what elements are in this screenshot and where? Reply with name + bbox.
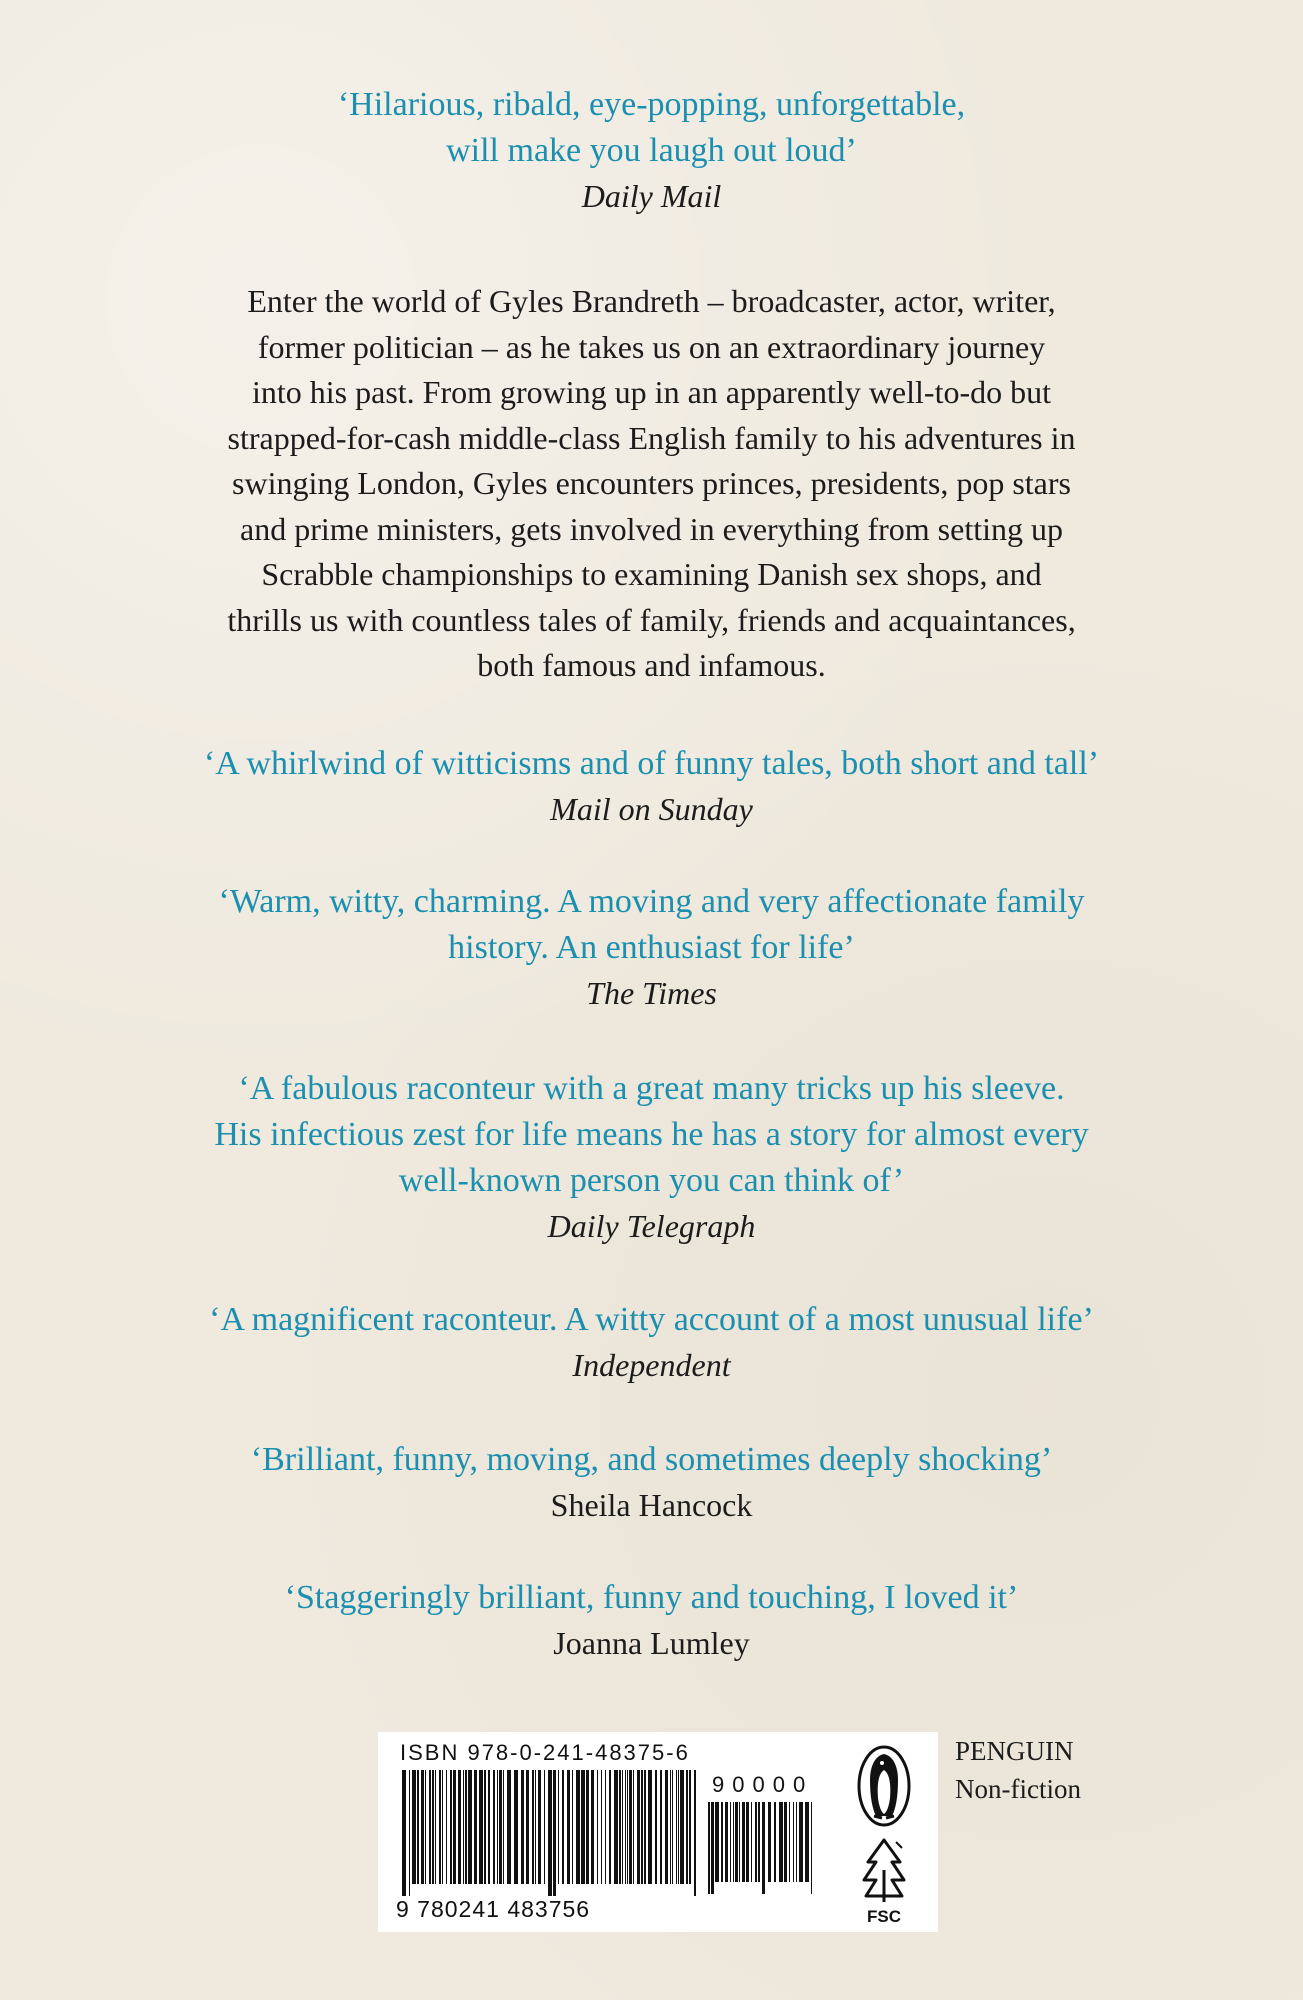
barcode-bar: [597, 1770, 598, 1884]
quote-joanna-lumley: [0, 1575, 1303, 1665]
barcode-bar: [562, 1770, 564, 1884]
book-blurb: [0, 279, 1303, 689]
barcode-bar: [493, 1770, 495, 1884]
quote-independent: [0, 1297, 1303, 1387]
barcode-bar: [503, 1770, 504, 1884]
barcode-bar: [450, 1770, 452, 1884]
quote-source: Daily Telegraph: [547, 1208, 756, 1244]
barcode-bar: [479, 1770, 483, 1884]
barcode-bar: [432, 1770, 434, 1884]
blurb-line: swinging London, Gyles encounters princes, presidents, pop stars: [232, 465, 1071, 501]
quote-text-line: His infectious zest for life means he has a story for almost every: [214, 1116, 1089, 1153]
barcode-bar: [497, 1770, 498, 1884]
barcode-bar: [514, 1770, 518, 1884]
quote-source: Mail on Sunday: [550, 791, 753, 827]
blurb-line: former politician – as he takes us on an extraordinary journey: [257, 328, 1046, 365]
barcode-bar: [641, 1770, 643, 1884]
book-category: Non-fiction: [955, 1774, 1081, 1804]
barcode-bar: [742, 1802, 745, 1882]
barcode-bar: [680, 1770, 684, 1884]
blurb-line: into his past. From growing up in an apparently well-to-do but: [252, 374, 1051, 410]
barcode-bar: [676, 1770, 677, 1884]
barcode-bar: [746, 1802, 749, 1882]
quote-daily-mail: [0, 82, 1303, 218]
barcode-bar: [811, 1802, 812, 1894]
quote-text-line: ‘A whirlwind of witticisms and of funny tales, both short and tall’: [203, 745, 1100, 782]
barcode-bar: [715, 1802, 719, 1882]
barcode-bar: [553, 1770, 556, 1896]
fsc-label: FSC: [867, 1907, 901, 1926]
barcode-bar: [686, 1770, 688, 1884]
barcode-bar: [567, 1770, 570, 1884]
barcode-bar: [629, 1770, 632, 1884]
barcode-bar: [762, 1802, 765, 1894]
quote-text-line: ‘Warm, witty, charming. A moving and very affectionate family: [218, 883, 1085, 920]
barcode-bar: [544, 1770, 545, 1884]
barcode-bar: [796, 1802, 797, 1882]
barcode-digits: 9 780241 483756: [396, 1896, 591, 1922]
barcode-bar: [711, 1802, 714, 1894]
barcode-bar: [725, 1802, 728, 1882]
barcode-bar: [751, 1802, 752, 1882]
barcode-bar: [609, 1770, 611, 1884]
barcode-bar: [622, 1770, 623, 1884]
quote-sheila-hancock: [0, 1437, 1303, 1527]
quote-text-line: ‘Hilarious, ribald, eye-popping, unforgettable,: [337, 86, 966, 123]
barcode-bar: [468, 1770, 472, 1884]
quote-text-line: ‘Brilliant, funny, moving, and sometimes deeply shocking’: [250, 1441, 1053, 1478]
barcode-bar: [655, 1770, 657, 1884]
penguin-logo-icon: [856, 1744, 912, 1828]
barcode-bar: [619, 1770, 621, 1884]
barcode-bar: [586, 1770, 589, 1884]
barcode-bar: [429, 1770, 431, 1884]
quote-source: Sheila Hancock: [550, 1487, 753, 1523]
quote-mail-on-sunday: [0, 741, 1303, 831]
barcode-bar: [526, 1770, 529, 1884]
quote-the-times: [0, 879, 1303, 1015]
barcode-bar: [572, 1770, 573, 1884]
barcode-bar: [484, 1770, 486, 1884]
barcode-bar: [409, 1770, 410, 1896]
barcode-bar: [799, 1802, 803, 1882]
barcode-bar: [421, 1770, 424, 1884]
fsc-logo-icon: [856, 1836, 912, 1928]
barcode-bar: [581, 1770, 585, 1884]
barcode-bar: [425, 1770, 426, 1884]
barcode-bar: [660, 1770, 662, 1884]
barcode-bar: [633, 1770, 634, 1884]
price-barcode: [708, 1802, 818, 1922]
barcode-bar: [538, 1770, 541, 1884]
publisher-imprint: [955, 1732, 1081, 1808]
isbn-barcode: [402, 1770, 702, 1896]
blurb-line: Enter the world of Gyles Brandreth – broadcaster, actor, writer,: [247, 283, 1056, 319]
quote-text-line: ‘A magnificent raconteur. A witty account of a most unusual life’: [209, 1301, 1094, 1338]
quote-text-line: ‘Staggeringly brilliant, funny and touching, I loved it’: [284, 1579, 1019, 1616]
barcode-bar: [670, 1770, 671, 1884]
barcode-bar: [755, 1802, 757, 1882]
barcode-bar: [625, 1770, 626, 1884]
blurb-line: and prime ministers, gets involved in everything from setting up: [240, 510, 1063, 547]
barcode-bar: [474, 1770, 477, 1884]
barcode-bar: [601, 1770, 602, 1884]
barcode-bar: [439, 1770, 441, 1884]
barcode-bar: [499, 1770, 502, 1884]
barcode-bar: [730, 1802, 731, 1882]
barcode-bar: [805, 1802, 809, 1882]
quote-daily-telegraph: [0, 1066, 1303, 1248]
blurb-line: strapped-for-cash middle-class English family to his adventures in: [227, 419, 1076, 456]
barcode-bar: [458, 1770, 461, 1884]
barcode-bar: [672, 1770, 673, 1884]
quote-text-line: ‘A fabulous raconteur with a great many tricks up his sleeve.: [238, 1070, 1065, 1107]
barcode-bar: [689, 1770, 691, 1884]
quote-text-line: history. An enthusiast for life’: [448, 929, 855, 966]
blurb-line: both famous and infamous.: [477, 647, 826, 683]
barcode-bar: [733, 1802, 734, 1882]
barcode-bar: [768, 1802, 771, 1882]
barcode-bar: [648, 1770, 652, 1884]
publisher-name: PENGUIN: [955, 1736, 1074, 1766]
barcode-bar: [721, 1802, 723, 1882]
barcode-bar: [442, 1770, 443, 1884]
barcode-bar: [779, 1802, 783, 1882]
barcode-bar: [558, 1770, 559, 1884]
barcode-bar: [576, 1770, 580, 1884]
barcode-bar: [627, 1770, 628, 1884]
quote-source: The Times: [586, 975, 717, 1011]
barcode-bar: [644, 1770, 646, 1884]
barcode-bar: [637, 1770, 640, 1884]
barcode-bar: [708, 1802, 710, 1894]
barcode-bar: [507, 1770, 511, 1884]
barcode-bar: [591, 1770, 594, 1884]
barcode-bar: [465, 1770, 467, 1884]
barcode-bar: [694, 1770, 696, 1896]
barcode-bar: [774, 1802, 776, 1882]
barcode-bar: [412, 1770, 416, 1884]
barcode-bar: [463, 1770, 464, 1884]
barcode-bar: [532, 1770, 534, 1884]
barcode-bar: [535, 1770, 536, 1884]
barcode-bar: [793, 1802, 794, 1882]
quote-source: Joanna Lumley: [553, 1625, 750, 1661]
quote-text-line: will make you laugh out loud’: [446, 132, 857, 169]
barcode-bar: [758, 1802, 760, 1882]
barcode-bar: [665, 1770, 668, 1884]
barcode-bar: [789, 1802, 790, 1882]
barcode-bar: [521, 1770, 524, 1884]
barcode-bar: [784, 1802, 787, 1882]
quote-source: Daily Mail: [581, 178, 722, 214]
quote-text-line: well-known person you can think of’: [398, 1162, 905, 1199]
blurb-line: Scrabble championships to examining Danish sex shops, and: [261, 556, 1042, 592]
barcode-bar: [402, 1770, 406, 1896]
quote-source: Independent: [572, 1347, 731, 1383]
barcode-bar: [453, 1770, 456, 1884]
barcode-panel: [378, 1732, 938, 1932]
barcode-bar: [548, 1770, 552, 1896]
blurb-line: thrills us with countless tales of family, friends and acquaintances,: [227, 601, 1076, 638]
price-code: 90000: [712, 1772, 814, 1797]
barcode-bar: [605, 1770, 606, 1884]
barcode-bar: [488, 1770, 490, 1884]
barcode-bar: [735, 1802, 738, 1882]
isbn-number: ISBN 978-0-241-48375-6: [400, 1740, 690, 1765]
barcode-bar: [435, 1770, 436, 1884]
barcode-bar: [446, 1770, 447, 1884]
barcode-bar: [678, 1770, 679, 1884]
barcode-bar: [739, 1802, 740, 1882]
barcode-bar: [614, 1770, 618, 1884]
barcode-bar: [417, 1770, 419, 1884]
